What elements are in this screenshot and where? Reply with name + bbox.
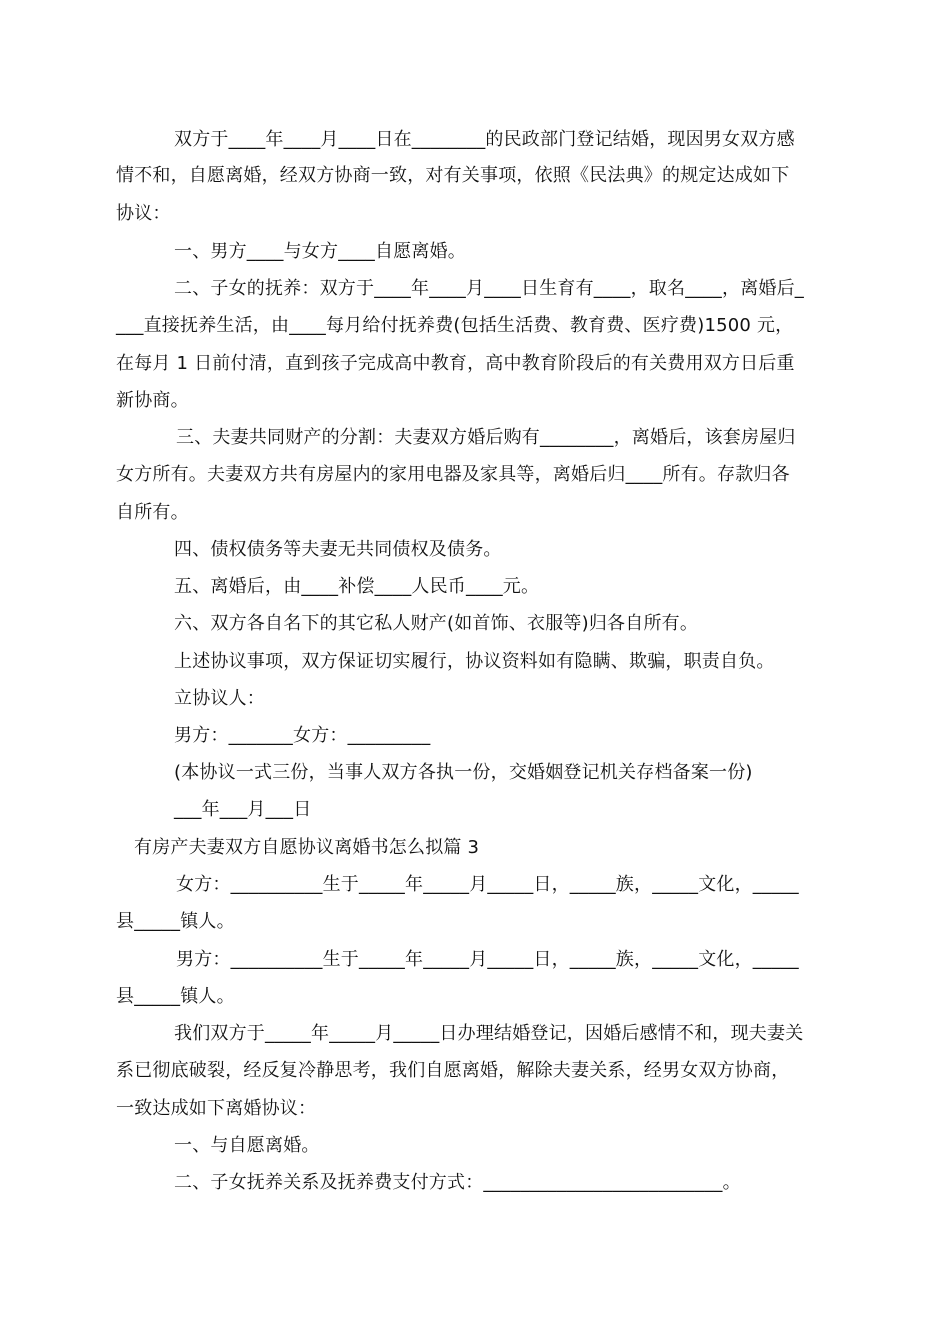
text-line: 协议： bbox=[116, 203, 171, 224]
text-line: (本协议一式三份，当事人双方各执一份，交婚姻登记机关存档备案一份) bbox=[174, 762, 753, 783]
text-line: 情不和，自愿离婚，经双方协商一致，对有关事项，依照《民法典》的规定达成如下 bbox=[116, 165, 790, 186]
text-line: 五、离婚后，由____补偿____人民币____元。 bbox=[174, 576, 540, 597]
text-line: 系已彻底破裂，经反复冷静思考，我们自愿离婚，解除夫妻关系，经男女双方协商， bbox=[116, 1060, 790, 1081]
text-line: 一致达成如下离婚协议： bbox=[116, 1098, 317, 1119]
text-line: ___年___月___日 bbox=[174, 799, 312, 820]
text-line: 双方于____年____月____日在________的民政部门登记结婚，现因男女双方感 bbox=[174, 129, 795, 150]
text-line: 女方：__________生于_____年_____月_____日，_____族，_____文化，_____ bbox=[176, 874, 799, 895]
text-line: ___直接抚养生活，由____每月给付抚养费(包括生活费、教育费、医疗费)1500 元， bbox=[116, 315, 794, 336]
text-line: 县_____镇人。 bbox=[116, 911, 235, 932]
text-line: 自所有。 bbox=[116, 502, 189, 523]
text-line: 一、与自愿离婚。 bbox=[174, 1135, 320, 1156]
section-title: 有房产夫妻双方自愿协议离婚书怎么拟篇 3 bbox=[134, 837, 480, 858]
text-line: 立协议人： bbox=[174, 688, 265, 709]
text-line: 县_____镇人。 bbox=[116, 986, 235, 1007]
text-line: 六、双方各自名下的其它私人财产(如首饰、衣服等)归各自所有。 bbox=[174, 613, 699, 634]
text-line: 在每月 1 日前付清，直到孩子完成高中教育，高中教育阶段后的有关费用双方日后重 bbox=[116, 353, 795, 374]
text-line: 男方：__________生于_____年_____月_____日，_____族，_____文化，_____ bbox=[176, 949, 799, 970]
text-line: 男方：_______女方：_________ bbox=[174, 725, 431, 746]
text-line: 三、夫妻共同财产的分割：夫妻双方婚后购有________，离婚后，该套房屋归 bbox=[176, 427, 796, 448]
text-line: 一、男方____与女方____自愿离婚。 bbox=[174, 241, 466, 262]
text-line: 新协商。 bbox=[116, 390, 189, 411]
text-line: 二、子女的抚养：双方于____年____月____日生育有____，取名____，离婚后_ bbox=[174, 278, 804, 299]
text-line: 二、子女抚养关系及抚养费支付方式：__________________________。 bbox=[174, 1172, 741, 1193]
text-line: 上述协议事项，双方保证切实履行，协议资料如有隐瞒、欺骗，职责自负。 bbox=[174, 651, 775, 672]
text-line: 四、债权债务等夫妻无共同债权及债务。 bbox=[174, 539, 502, 560]
text-line: 我们双方于_____年_____月_____日办理结婚登记，因婚后感情不和，现夫妻关 bbox=[174, 1023, 804, 1044]
text-line: 女方所有。夫妻双方共有房屋内的家用电器及家具等，离婚后归____所有。存款归各 bbox=[116, 464, 790, 485]
